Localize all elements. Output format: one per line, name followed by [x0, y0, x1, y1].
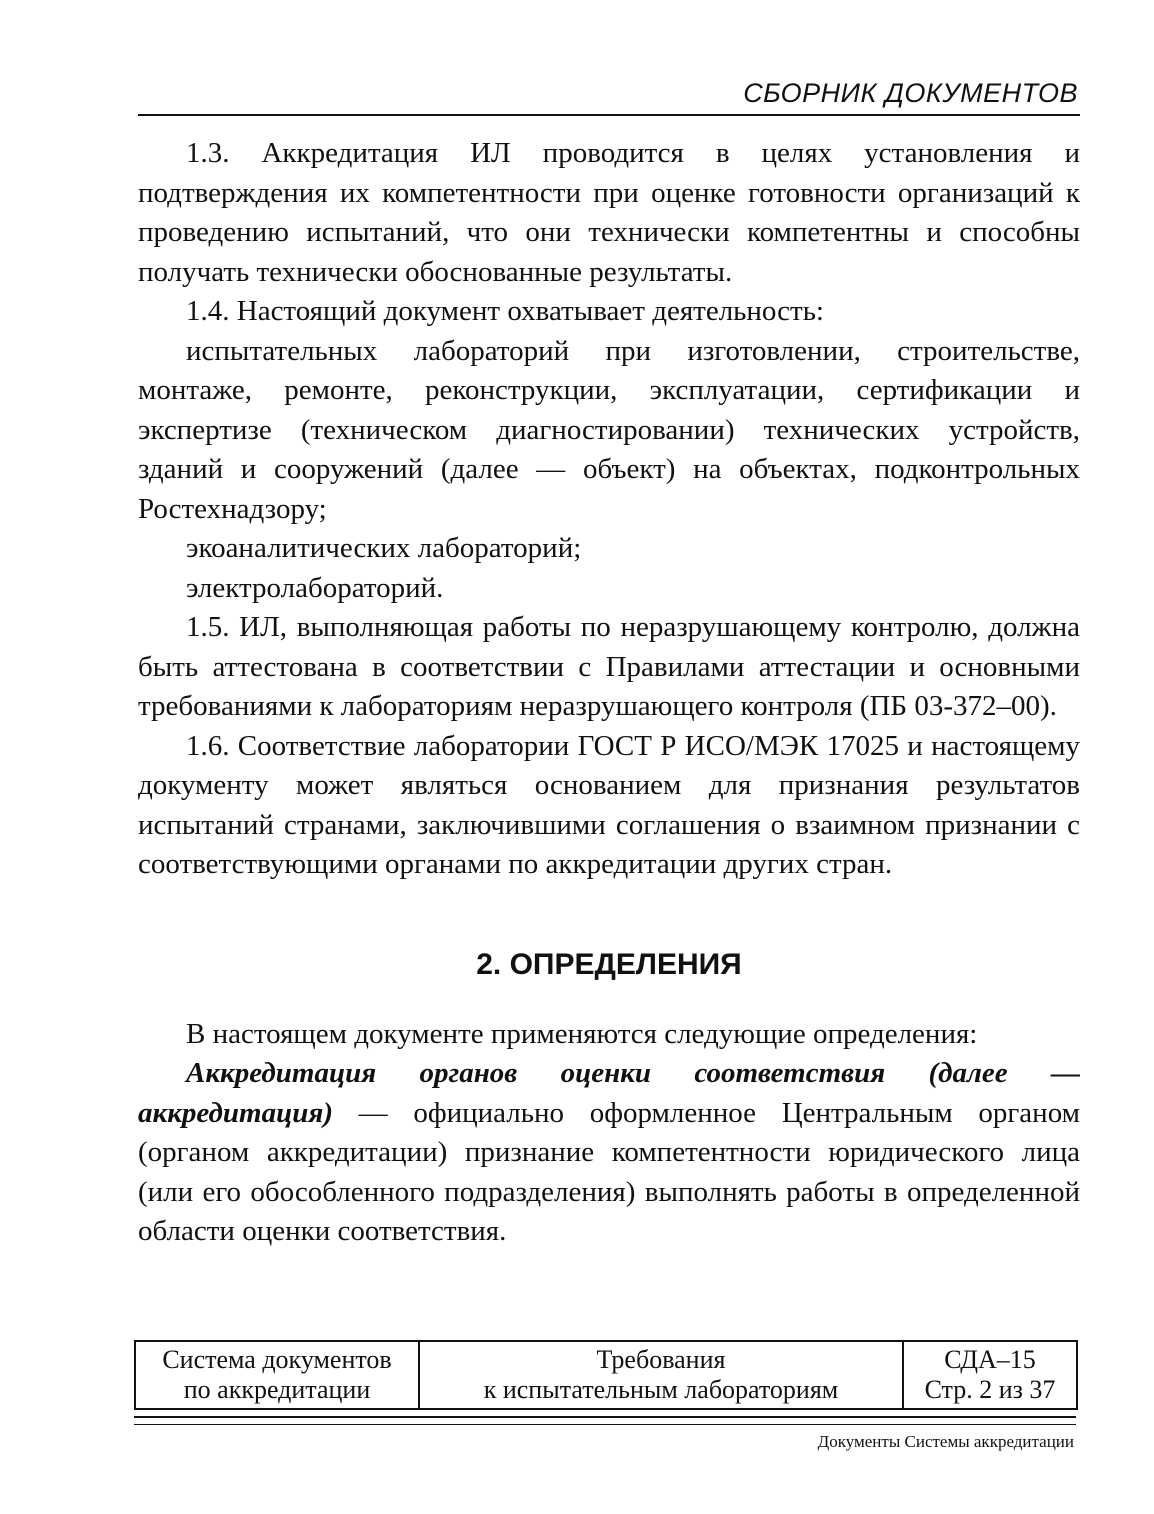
- paragraph-1-6: 1.6. Соответствие лаборатории ГОСТ Р ИСО/МЭК 17025 и настоящему документу может являться основанием для признания результатов испытаний странами, заключившими соглашения о взаимном признании с соответствующими органами по аккредитации других стран.: [138, 729, 1080, 880]
- definitions-intro: В настоящем документе применяются следующие определения:: [186, 1017, 978, 1050]
- paragraph-1-4-item-eco-labs: экоаналитических лабораторий;: [186, 532, 582, 564]
- footer-divider-thin: [134, 1424, 1076, 1425]
- paragraph-1-5: 1.5. ИЛ, выполняющая работы по неразрушающему контролю, должна быть аттестована в соответствии с Правилами аттестации и основными требованиями к лабораториям неразрушающего контроля (ПБ 03-372–00).: [138, 611, 1080, 722]
- doc-code: СДА–15: [944, 1345, 1036, 1374]
- table-cell-requirements: [420, 1342, 904, 1408]
- footer-note: Документы Системы аккредитации: [817, 1432, 1074, 1451]
- paragraph-1-4-item-electro-labs: электролабораторий.: [186, 571, 444, 604]
- collection-title: СБОРНИК ДОКУМЕНТОВ: [743, 78, 1078, 108]
- table-cell-system: [136, 1342, 420, 1408]
- section-heading-definitions: 2. ОПРЕДЕЛЕНИЯ: [476, 947, 742, 981]
- paragraph-1-3: 1.3. Аккредитация ИЛ проводится в целях установления и подтверждения их компетентности при оценке готовности организаций к проведению испытаний, что они технически компетентны и способны получать технически обоснованные результаты.: [138, 137, 1080, 288]
- system-line-1: Система документов: [162, 1345, 392, 1374]
- requirements-line-2: к испытательным лабораториям: [483, 1375, 839, 1404]
- page-number: Стр. 2 из 37: [924, 1375, 1056, 1404]
- system-line-2: по аккредитации: [183, 1375, 371, 1404]
- paragraph-1-4-item-testing-labs: испытательных лабораторий при изготовлении, строительстве, монтаже, ремонте, реконструкции, эксплуатации, сертификации и экспертизе (техническом диагностировании) технических устройств, зданий и сооружений (далее — объект) на объектах, подконтрольных Ростехнадзору;: [138, 334, 1080, 525]
- paragraph-1-4: 1.4. Настоящий документ охватывает деятельность:: [186, 295, 824, 327]
- definition-term: Аккредитация органов оценки соответствия (далее — аккредитация): [138, 1057, 1080, 1129]
- footer-divider: [134, 1416, 1076, 1418]
- header-divider: [138, 114, 1080, 116]
- definition-text: — официально оформленное Центральным органом (органом аккредитации) признание компетентности юридического лица (или его обособленного подразделения) выполнять работы в определенной области оценки соответствия.: [138, 1096, 1080, 1247]
- table-cell-doc-id: [904, 1342, 1076, 1408]
- definition-accreditation: [138, 1054, 1080, 1252]
- document-info-table: [134, 1340, 1078, 1410]
- requirements-line-1: Требования: [596, 1345, 726, 1374]
- document-body: [138, 134, 1080, 1252]
